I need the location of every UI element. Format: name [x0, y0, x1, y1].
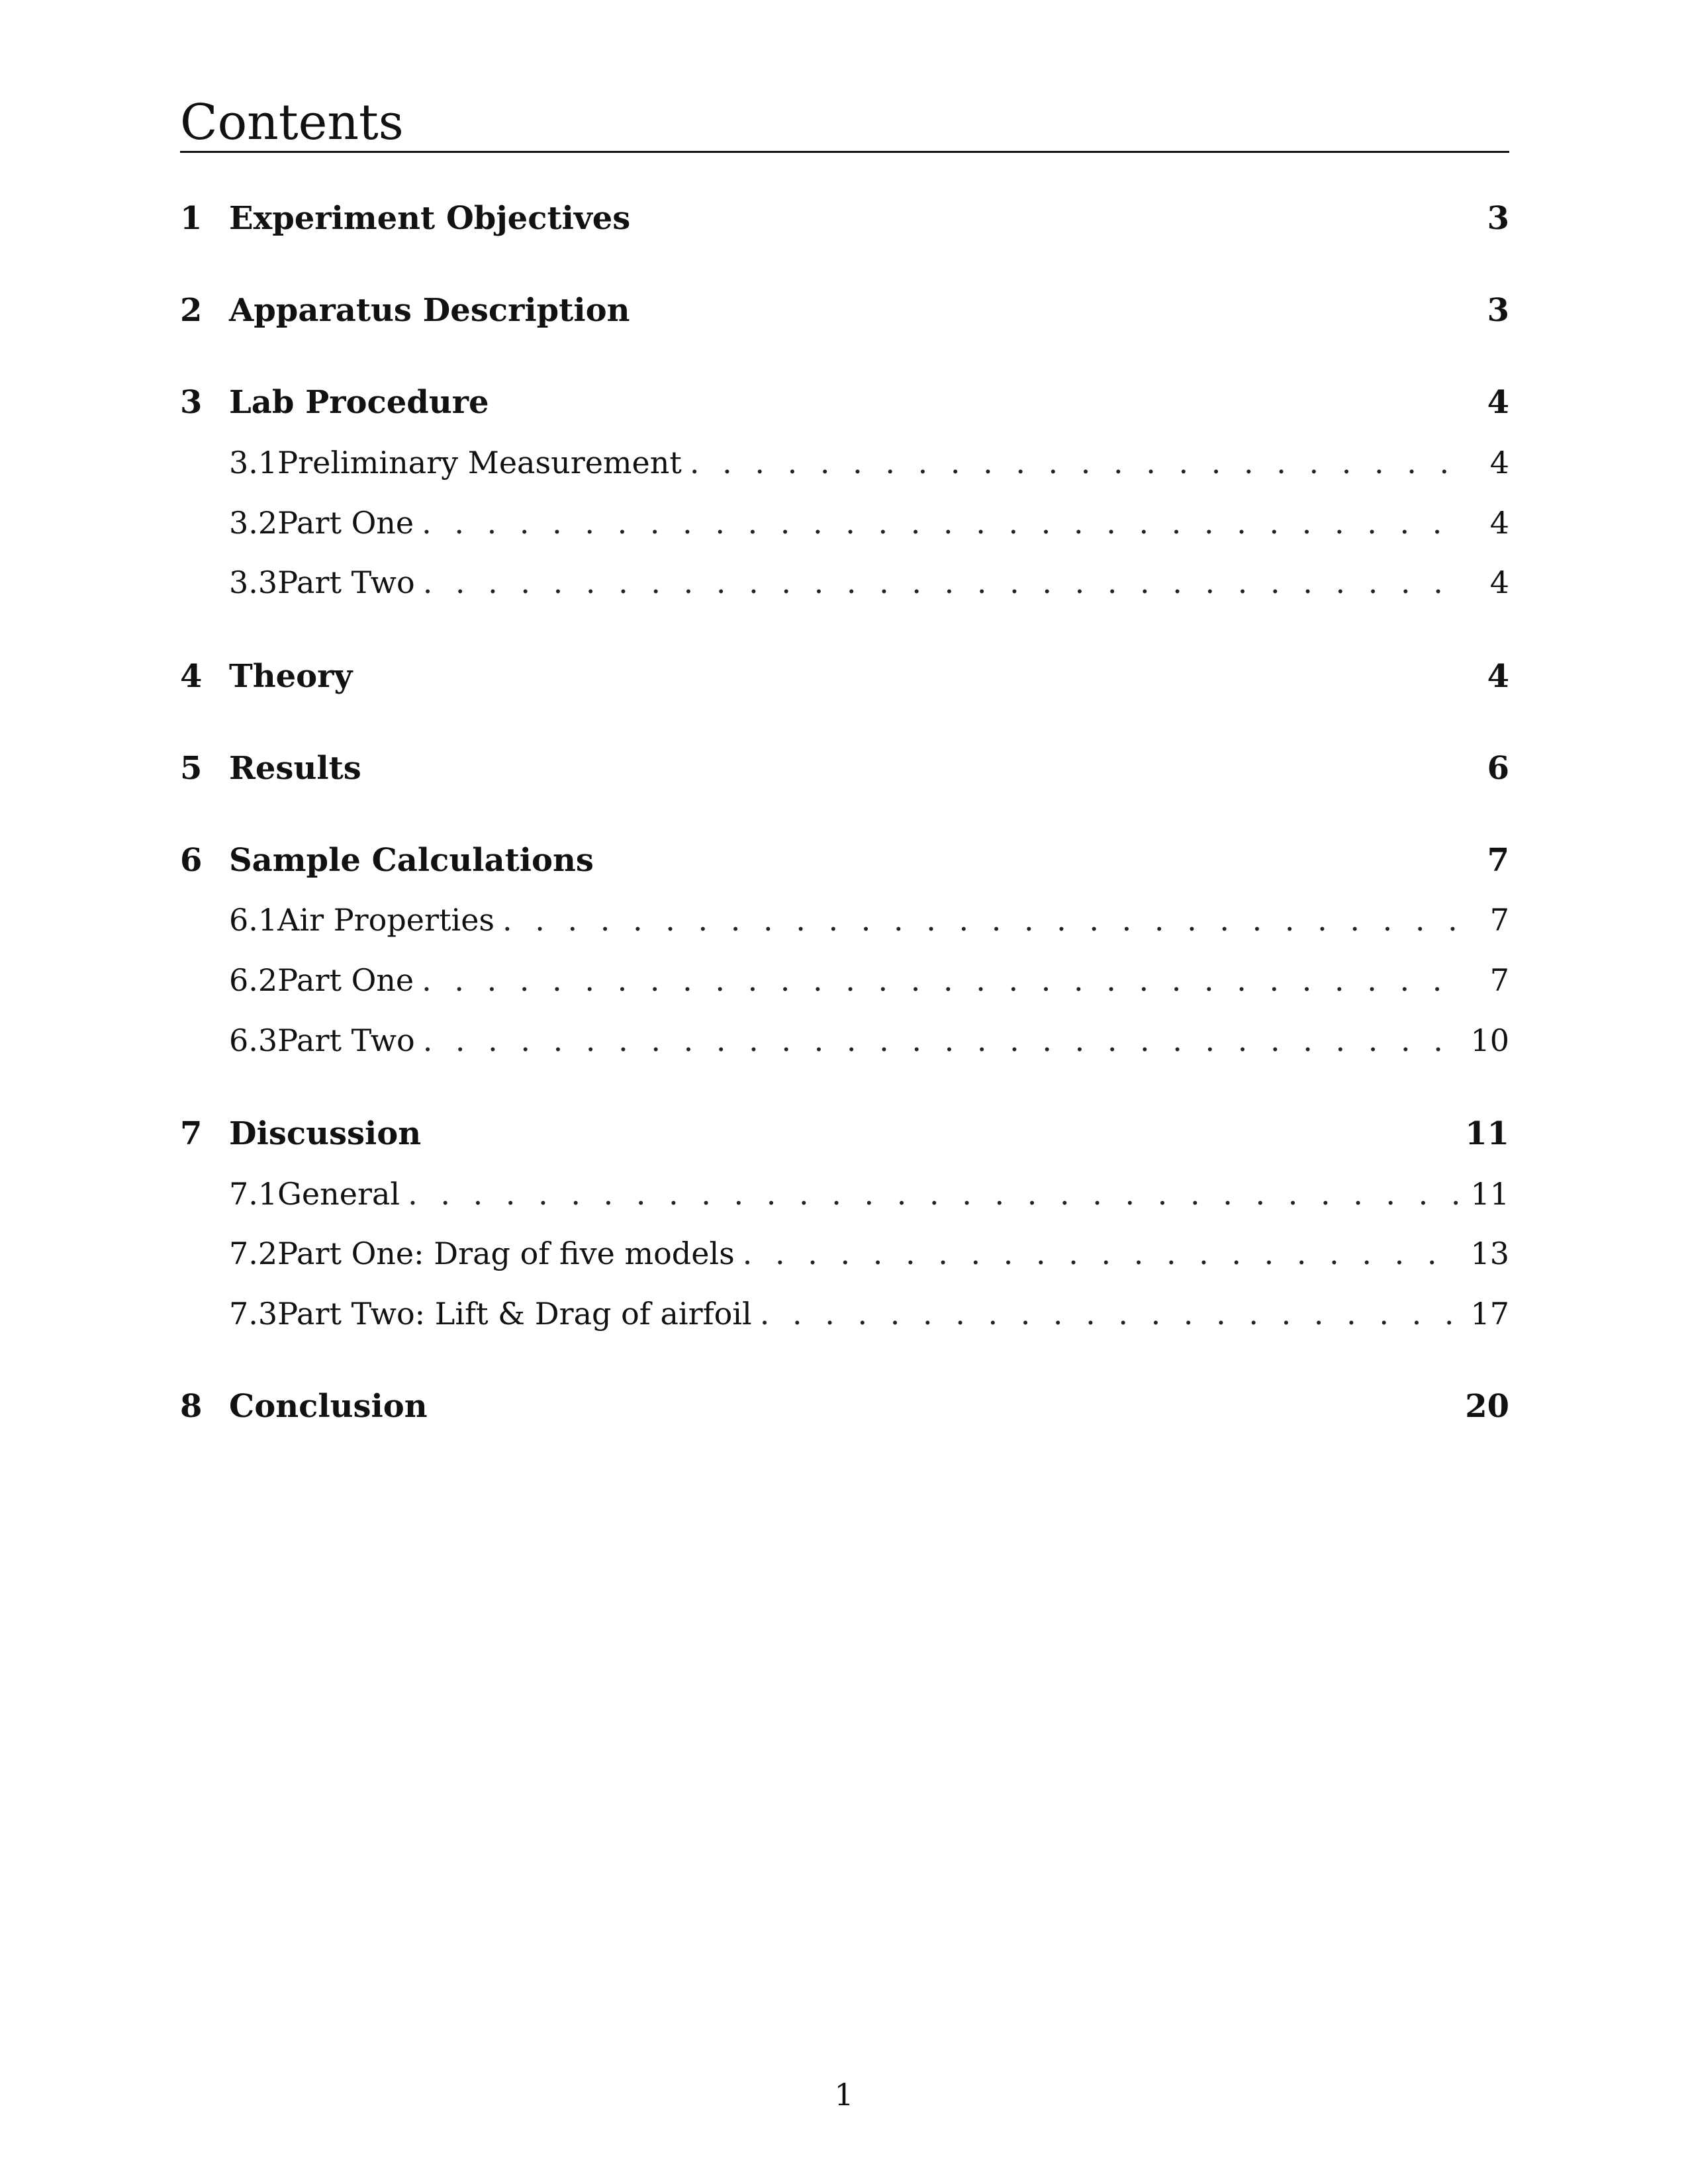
toc-entry-number: 2 — [180, 292, 203, 329]
page-number: 1 — [834, 2077, 854, 2113]
toc-entry-page: 13 — [1470, 1236, 1509, 1271]
toc-entry-number: 7.3 — [229, 1296, 278, 1332]
toc-entry-number: 6 — [180, 842, 203, 879]
toc-entry-experiment-objectives[interactable] — [180, 200, 1509, 237]
toc-entry-air-properties[interactable] — [180, 902, 1509, 938]
toc-entry-preliminary-measurement[interactable] — [180, 445, 1509, 480]
toc-entry-number: 6.2 — [229, 962, 278, 998]
toc-entry-title: Part Two: Lift & Drag of airfoil — [277, 1296, 752, 1332]
toc-entry-number: 3 — [180, 384, 203, 421]
toc-entry-page: 4 — [1487, 658, 1509, 695]
toc-entry-title: Part Two — [277, 565, 415, 600]
toc-entry-page: 7 — [1489, 962, 1509, 998]
toc-dot-leader — [760, 1296, 1460, 1332]
toc-entry-part-two[interactable] — [180, 1023, 1509, 1058]
toc-entry-theory[interactable] — [180, 658, 1509, 695]
toc-entry-page: 4 — [1487, 384, 1509, 421]
toc-entry-number: 6.3 — [229, 1023, 278, 1058]
toc-dot-leader — [690, 445, 1466, 480]
toc-entry-page: 7 — [1489, 902, 1509, 938]
toc-entry-part-two[interactable] — [180, 565, 1509, 600]
toc-entry-title: Discussion — [229, 1115, 422, 1152]
toc-entry-title: Results — [229, 750, 361, 787]
toc-entry-title: Sample Calculations — [229, 842, 594, 879]
toc-dot-leader — [423, 565, 1466, 600]
toc-dot-leader — [408, 1176, 1460, 1212]
toc-entry-page: 7 — [1487, 842, 1509, 879]
toc-entry-title: General — [277, 1176, 400, 1212]
toc-entry-number: 3.3 — [229, 565, 278, 600]
toc-entry-page: 4 — [1489, 505, 1509, 541]
toc-entry-title: Part Two — [277, 1023, 415, 1058]
toc-entry-page: 10 — [1470, 1023, 1509, 1058]
toc-entry-number: 8 — [180, 1388, 203, 1425]
toc-dot-leader — [422, 962, 1466, 998]
contents-heading: Contents — [180, 94, 404, 151]
toc-entry-general[interactable] — [180, 1176, 1509, 1212]
toc-dot-leader — [423, 1023, 1460, 1058]
toc-entry-number: 3.1 — [229, 445, 278, 480]
toc-entry-page: 3 — [1487, 200, 1509, 237]
toc-entry-title: Part One — [277, 962, 414, 998]
toc-entry-page: 11 — [1470, 1176, 1509, 1212]
toc-entry-page: 3 — [1487, 292, 1509, 329]
toc-entry-number: 7.1 — [229, 1176, 278, 1212]
toc-entry-title: Theory — [229, 658, 353, 695]
toc-entry-page: 17 — [1470, 1296, 1509, 1332]
toc-entry-sample-calculations[interactable] — [180, 842, 1509, 879]
toc-entry-part-one[interactable] — [180, 962, 1509, 998]
toc-entry-page: 4 — [1489, 565, 1509, 600]
toc-entry-number: 3.2 — [229, 505, 278, 541]
toc-entry-title: Apparatus Description — [229, 292, 630, 329]
toc-entry-lift-drag-of-airfoil[interactable] — [180, 1296, 1509, 1332]
toc-entry-page: 20 — [1465, 1388, 1509, 1425]
toc-entry-results[interactable] — [180, 750, 1509, 787]
toc-entry-drag-of-five-models[interactable] — [180, 1236, 1509, 1271]
toc-entry-number: 6.1 — [229, 902, 278, 938]
toc-entry-number: 1 — [180, 200, 203, 237]
toc-dot-leader — [502, 902, 1466, 938]
toc-entry-apparatus-description[interactable] — [180, 292, 1509, 329]
toc-entry-title: Air Properties — [277, 902, 495, 938]
toc-entry-discussion[interactable] — [180, 1115, 1509, 1152]
toc-entry-lab-procedure[interactable] — [180, 384, 1509, 421]
toc-entry-number: 7.2 — [229, 1236, 278, 1271]
toc-entry-page: 11 — [1465, 1115, 1509, 1152]
toc-entry-conclusion[interactable] — [180, 1388, 1509, 1425]
toc-entry-title: Part One: Drag of five models — [277, 1236, 735, 1271]
toc-dot-leader — [743, 1236, 1460, 1271]
toc-entry-title: Part One — [277, 505, 414, 541]
toc-entry-page: 4 — [1489, 445, 1509, 480]
toc-entry-number: 4 — [180, 658, 203, 695]
toc-entry-title: Conclusion — [229, 1388, 428, 1425]
toc-entry-title: Preliminary Measurement — [277, 445, 682, 480]
heading-rule — [180, 151, 1509, 153]
toc-entry-number: 5 — [180, 750, 203, 787]
toc-entry-number: 7 — [180, 1115, 203, 1152]
toc-entry-title: Lab Procedure — [229, 384, 489, 421]
toc-entry-part-one[interactable] — [180, 505, 1509, 541]
toc-entry-title: Experiment Objectives — [229, 200, 631, 237]
toc-dot-leader — [422, 505, 1466, 541]
toc-entry-page: 6 — [1487, 750, 1509, 787]
